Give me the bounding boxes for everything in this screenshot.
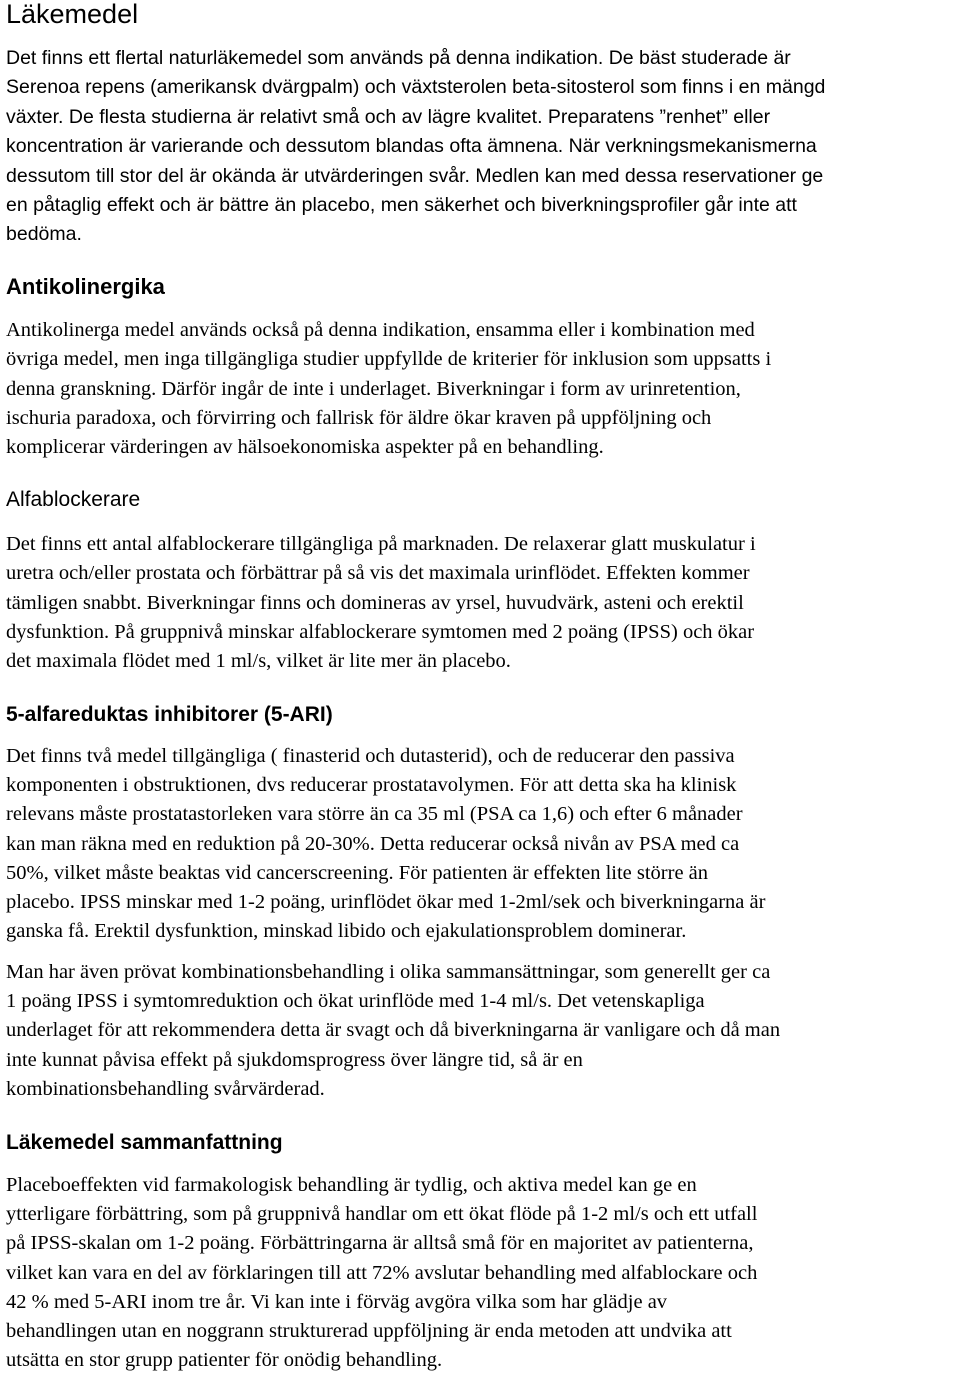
paragraph-antikolinergika: [6, 316, 956, 462]
text-line: Antikolinerga medel används också på denna indikation, ensamma eller i kombination med: [6, 319, 755, 341]
text-line: Det finns ett flertal naturläkemedel som används på denna indikation. De bäst studerade är: [6, 47, 791, 69]
text-line: relevans måste prostatastorleken vara större än ca 35 ml (PSA ca 1,6) och efter 6 månader: [6, 803, 743, 826]
text-line: Man har även prövat kombinationsbehandling i olika sammansättningar, som generellt ger ca: [6, 961, 771, 983]
text-line: ganska få. Erektil dysfunktion, minskad libido och ejakulationsproblem dominerar.: [6, 920, 687, 943]
paragraph-5-ari: [6, 742, 956, 946]
text-line: Placeboeffekten vid farmakologisk behandling är tydlig, och aktiva medel kan ge en: [6, 1174, 697, 1196]
text-line: 50%, vilket måste beaktas vid cancerscreening. För patienten är effekten lite större än: [6, 861, 709, 884]
text-line: behandlingen utan en noggrann strukturerad uppföljning är enda metoden att undvika att: [6, 1320, 732, 1343]
text-line: en påtaglig effekt och är bättre än placebo, men säkerhet och biverkningsprofiler går inte att: [6, 194, 797, 217]
text-line: dysfunktion. På gruppnivå minskar alfablockerare symtomen med 2 poäng (IPSS) och ökar: [6, 620, 755, 643]
paragraph-sammanfattning: [6, 1171, 956, 1375]
text-line: tämligen snabbt. Biverkningar finns och domineras av yrsel, huvudvärk, asteni och erektil: [6, 591, 744, 614]
text-line: dessutom till stor del är okända är utvärderingen svår. Medlen kan med dessa reservationer ge: [6, 164, 824, 187]
text-line: komplicerar värderingen av hälsoekonomiska aspekter på en behandling.: [6, 436, 604, 459]
text-line: denna granskning. Därför ingår de inte i underlaget. Biverkningar i form av urinretention,: [6, 377, 741, 400]
text-line: övriga medel, men inga tillgängliga studier uppfyllde de kriterier för inklusion som uppsatts i: [6, 348, 772, 371]
heading-5-ari: 5-alfareduktas inhibitorer (5-ARI): [6, 703, 333, 726]
heading-antikolinergika: Antikolinergika: [6, 274, 165, 299]
paragraph-alfablockerare: [6, 530, 956, 676]
heading-alfablockerare: Alfablockerare: [6, 488, 141, 511]
text-line: 42 % med 5-ARI inom tre år. Vi kan inte i förväg avgöra vilka som har glädje av: [6, 1290, 668, 1313]
text-line: placebo. IPSS minskar med 1-2 poäng, urinflödet ökar med 1-2ml/sek och biverkningarna är: [6, 891, 766, 914]
text-line: ytterligare förbättring, som på gruppnivå handlar om ett ökat flöde på 1-2 ml/s och ett utfall: [6, 1203, 758, 1226]
text-line: 1 poäng IPSS i symtomreduktion och ökat urinflöde med 1-4 ml/s. Det vetenskapliga: [6, 990, 705, 1013]
text-line: kan man räkna med en reduktion på 20-30%. Detta reducerar också nivån av PSA med ca: [6, 832, 740, 855]
paragraph-lakemedel: [6, 44, 956, 250]
text-line: på IPSS-skalan om 1-2 poäng. Förbättringarna är alltså små för en majoritet av patienterna,: [6, 1232, 754, 1255]
text-line: ischuria paradoxa, och förvirring och fallrisk för äldre ökar kraven på uppföljning och: [6, 406, 712, 429]
text-line: växter. De flesta studierna är relativt små och av lägre kvalitet. Preparatens ”renhet” eller: [6, 105, 771, 128]
heading-lakemedel: Läkemedel: [6, 0, 139, 29]
text-line: Serenoa repens (amerikansk dvärgpalm) och växtsterolen beta-sitosterol som finns i en mängd: [6, 76, 826, 99]
text-line: underlaget för att rekommendera detta är svagt och då biverkningarna är vanligare och då man: [6, 1019, 781, 1042]
text-line: det maximala flödet med 1 ml/s, vilket är lite mer än placebo.: [6, 650, 511, 673]
heading-sammanfattning: Läkemedel sammanfattning: [6, 1131, 283, 1154]
text-line: kombinationsbehandling svårvärderad.: [6, 1077, 325, 1100]
text-line: komponenten i obstruktionen, dvs reducerar prostatavolymen. För att detta ska ha klinisk: [6, 774, 737, 797]
text-line: bedöma.: [6, 223, 82, 246]
text-line: vilket kan vara en del av förklaringen till att 72% avslutar behandling med alfablockare och: [6, 1261, 758, 1284]
text-line: koncentration är varierande och dessutom blandas ofta ämnena. När verkningsmekanismerna: [6, 135, 817, 158]
paragraph-kombination: [6, 958, 956, 1104]
text-line: inte kunnat påvisa effekt på sjukdomsprogress över längre tid, så är en: [6, 1048, 583, 1071]
text-line: Det finns två medel tillgängliga ( finasterid och dutasterid), och de reducerar den passiva: [6, 745, 735, 767]
text-line: utsätta en stor grupp patienter för onödig behandling.: [6, 1349, 443, 1372]
text-line: Det finns ett antal alfablockerare tillgängliga på marknaden. De relaxerar glatt muskulatur i: [6, 533, 756, 555]
text-line: uretra och/eller prostata och förbättrar på så vis det maximala urinflödet. Effekten kommer: [6, 562, 750, 585]
